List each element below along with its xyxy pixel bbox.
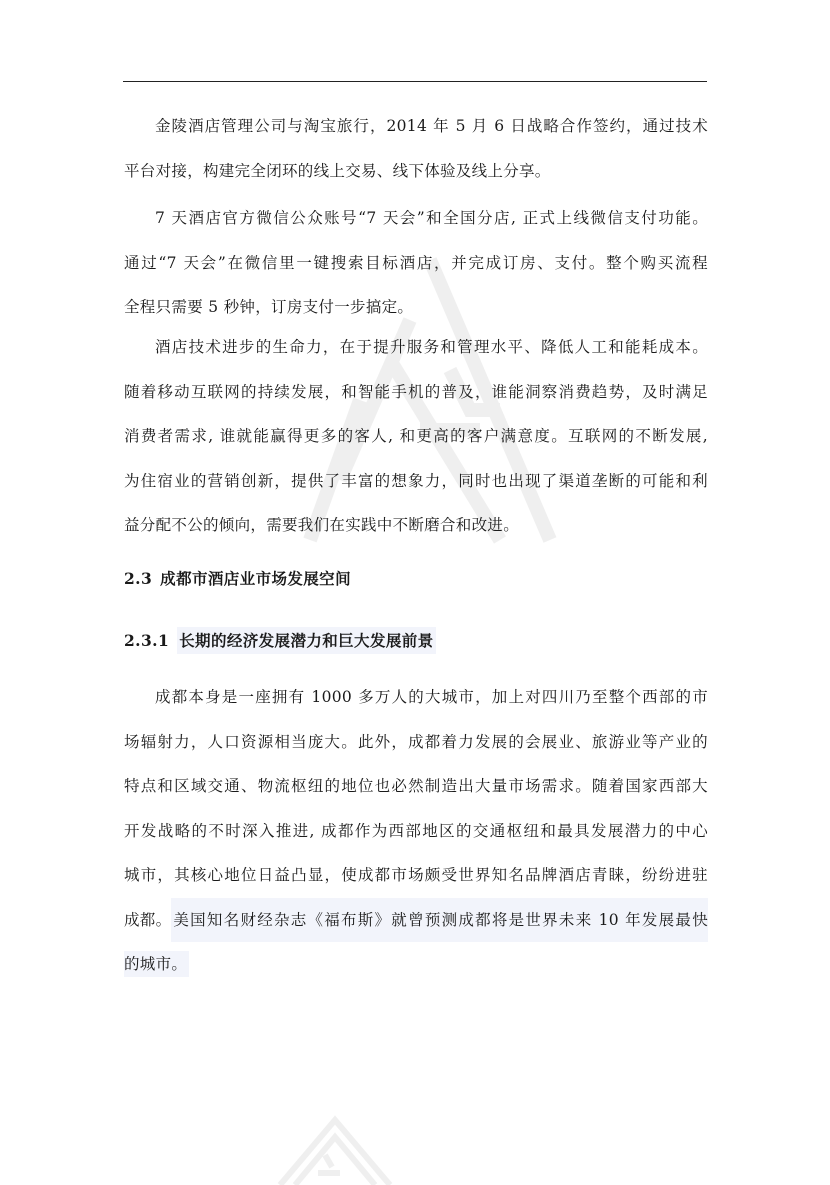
heading-title: 成都市酒店业市场发展空间: [160, 569, 351, 588]
paragraph-line: 酒店技术进步的生命力，在于提升服务和管理水平、降低人工和能耗成本。: [155, 338, 708, 356]
heading-title: 长期的经济发展潜力和巨大发展前景: [177, 627, 435, 654]
paragraph-line: 成都本身是一座拥有 1000 多万人的大城市，加上对四川乃至整个西部的市: [155, 688, 708, 706]
paragraph-line: [124, 942, 708, 987]
paragraph-line: [124, 898, 708, 943]
paragraph-line: 7 天酒店官方微信公众账号“7 天会”和全国分店, 正式上线微信支付功能。: [155, 209, 708, 227]
paragraph-line: 随着移动互联网的持续发展，和智能手机的普及，谁能洞察消费趋势，及时满足: [124, 382, 708, 401]
watermark-logo-icon: [270, 1115, 400, 1185]
highlighted-text: 美国知名财经杂志《福布斯》就曾预测成都将是世界未来 10 年发展最快: [171, 898, 708, 943]
paragraph-line: 通过“7 天会”在微信里一键搜索目标酒店，并完成订房、支付。整个购买流程: [124, 253, 708, 272]
section-heading-2-3: [124, 567, 351, 589]
paragraph-line: 消费者需求, 谁就能赢得更多的客人, 和更高的客户满意度。互联网的不断发展,: [124, 427, 708, 445]
paragraph-line: 城市，其核心地位日益凸显，使成都市场颇受世界知名品牌酒店青睐，纷纷进驻: [124, 866, 708, 884]
heading-number: 2.3: [124, 569, 153, 588]
paragraph-tech-progress: [124, 325, 708, 548]
paragraph-line: 平台对接，构建完全闭环的线上交易、线下体验及线上分享。: [124, 161, 551, 180]
highlighted-text: 的城市。: [124, 951, 189, 977]
paragraph-line: 金陵酒店管理公司与淘宝旅行，2014 年 5 月 6 日战略合作签约，通过技术: [155, 117, 708, 135]
paragraph-jinling: [124, 104, 708, 193]
header-rule: [123, 81, 707, 82]
paragraph-line: 开发战略的不时深入推进, 成都作为西部地区的交通枢纽和最具发展潜力的中心: [124, 821, 708, 840]
plain-text: 成都。: [124, 910, 172, 929]
heading-number: 2.3.1: [124, 631, 170, 650]
paragraph-line: 为住宿业的营销创新，提供了丰富的想象力，同时也出现了渠道垄断的可能和利: [124, 471, 708, 490]
paragraph-line: 益分配不公的倾向，需要我们在实践中不断磨合和改进。: [124, 516, 520, 534]
subsection-heading-2-3-1: [124, 629, 436, 651]
paragraph-line: 特点和区域交通、物流枢纽的地位也必然制造出大量市场需求。随着国家西部大: [124, 777, 708, 795]
paragraph-chengdu: [124, 675, 708, 987]
paragraph-line: 全程只需要 5 秒钟，订房支付一步搞定。: [124, 298, 414, 316]
paragraph-seven-days: [124, 196, 708, 330]
paragraph-line: 场辐射力，人口资源相当庞大。此外，成都着力发展的会展业、旅游业等产业的: [124, 732, 708, 751]
